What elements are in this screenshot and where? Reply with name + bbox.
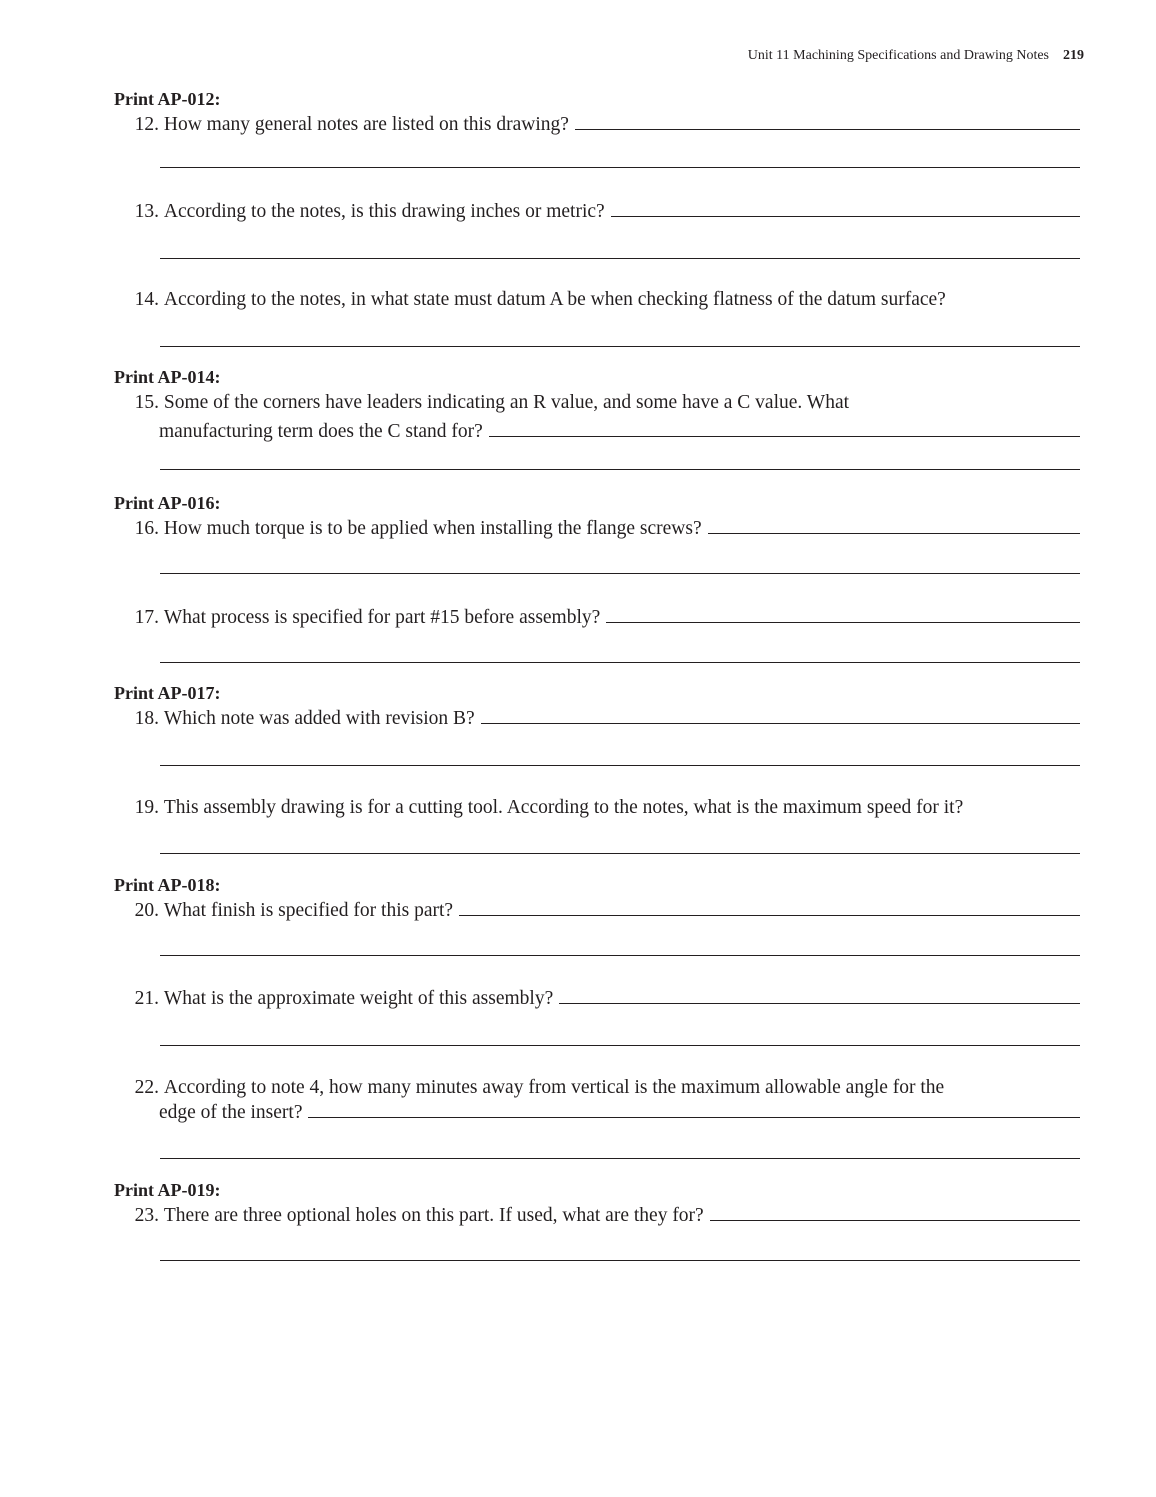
- question-text: According to the notes, is this drawing inches or metric?: [163, 201, 605, 222]
- question-text: What process is specified for part #15 before assembly?: [163, 607, 601, 628]
- question-13: [120, 201, 1080, 223]
- question-number: 13.: [134, 201, 159, 222]
- question-number: 19.: [134, 797, 159, 818]
- question-number: 17.: [134, 607, 159, 628]
- question-number: 22.: [134, 1077, 159, 1098]
- question-19: [120, 797, 1080, 819]
- question-number: 23.: [134, 1205, 159, 1226]
- answer-line[interactable]: [160, 955, 1080, 956]
- answer-line[interactable]: [160, 1158, 1080, 1159]
- answer-line[interactable]: [160, 469, 1080, 470]
- page-number: 219: [1063, 48, 1084, 63]
- running-title: Unit 11 Machining Specifications and Drawing Notes: [747, 48, 1049, 63]
- question-23: [120, 1205, 1080, 1227]
- question-text: edge of the insert?: [159, 1102, 303, 1123]
- answer-line[interactable]: [708, 532, 1080, 534]
- question-number: 14.: [134, 289, 159, 310]
- question-15: [120, 392, 1080, 414]
- answer-line[interactable]: [160, 573, 1080, 574]
- question-text: This assembly drawing is for a cutting tool. According to the notes, what is the maximum speed for it?: [163, 797, 964, 818]
- question-14: [120, 289, 1080, 311]
- answer-line[interactable]: [160, 853, 1080, 854]
- answer-line[interactable]: [606, 621, 1080, 623]
- answer-line[interactable]: [160, 765, 1080, 766]
- question-20: [120, 900, 1080, 922]
- answer-line[interactable]: [575, 128, 1080, 130]
- question-17: [120, 607, 1080, 629]
- section-title: Print AP-016:: [114, 493, 221, 513]
- answer-line[interactable]: [308, 1117, 1080, 1118]
- question-16: [120, 518, 1080, 540]
- running-header: [748, 48, 1084, 64]
- section-title: Print AP-014:: [114, 367, 221, 387]
- section-title: Print AP-017:: [114, 683, 221, 703]
- answer-line[interactable]: [160, 167, 1080, 168]
- question-text: Some of the corners have leaders indicating an R value, and some have a C value. What: [163, 392, 850, 413]
- question-text: manufacturing term does the C stand for?: [159, 421, 483, 442]
- question-number: 20.: [134, 900, 159, 921]
- answer-line[interactable]: [160, 1045, 1080, 1046]
- answer-line[interactable]: [611, 215, 1080, 217]
- answer-line[interactable]: [160, 258, 1080, 259]
- answer-line[interactable]: [489, 436, 1080, 437]
- question-text: How much torque is to be applied when installing the flange screws?: [163, 518, 702, 539]
- question-21: [120, 988, 1080, 1010]
- question-text: There are three optional holes on this part. If used, what are they for?: [163, 1205, 704, 1226]
- question-number: 16.: [134, 518, 159, 539]
- question-text: What finish is specified for this part?: [163, 900, 454, 921]
- question-text: According to note 4, how many minutes away from vertical is the maximum allowable angle for the: [163, 1077, 945, 1098]
- question-text: How many general notes are listed on this drawing?: [163, 114, 569, 135]
- answer-line[interactable]: [160, 662, 1080, 663]
- question-text: According to the notes, in what state must datum A be when checking flatness of the datum surface?: [163, 289, 946, 310]
- section-title: Print AP-018:: [114, 875, 221, 895]
- section-title: Print AP-012:: [114, 89, 221, 109]
- question-number: 12.: [134, 114, 159, 135]
- answer-line[interactable]: [559, 1002, 1080, 1004]
- question-15-continued: [159, 421, 1080, 443]
- question-number: 21.: [134, 988, 159, 1009]
- question-number: 15.: [134, 392, 159, 413]
- question-text: What is the approximate weight of this assembly?: [163, 988, 554, 1009]
- question-12: [120, 114, 1080, 136]
- question-number: 18.: [134, 708, 159, 729]
- question-18: [120, 708, 1080, 730]
- answer-line[interactable]: [710, 1219, 1080, 1221]
- question-22-continued: [159, 1102, 1080, 1124]
- answer-line[interactable]: [459, 914, 1080, 916]
- section-title: Print AP-019:: [114, 1180, 221, 1200]
- answer-line[interactable]: [160, 1260, 1080, 1261]
- answer-line[interactable]: [160, 346, 1080, 347]
- question-text: Which note was added with revision B?: [163, 708, 475, 729]
- question-22: [120, 1077, 1080, 1099]
- answer-line[interactable]: [481, 722, 1080, 724]
